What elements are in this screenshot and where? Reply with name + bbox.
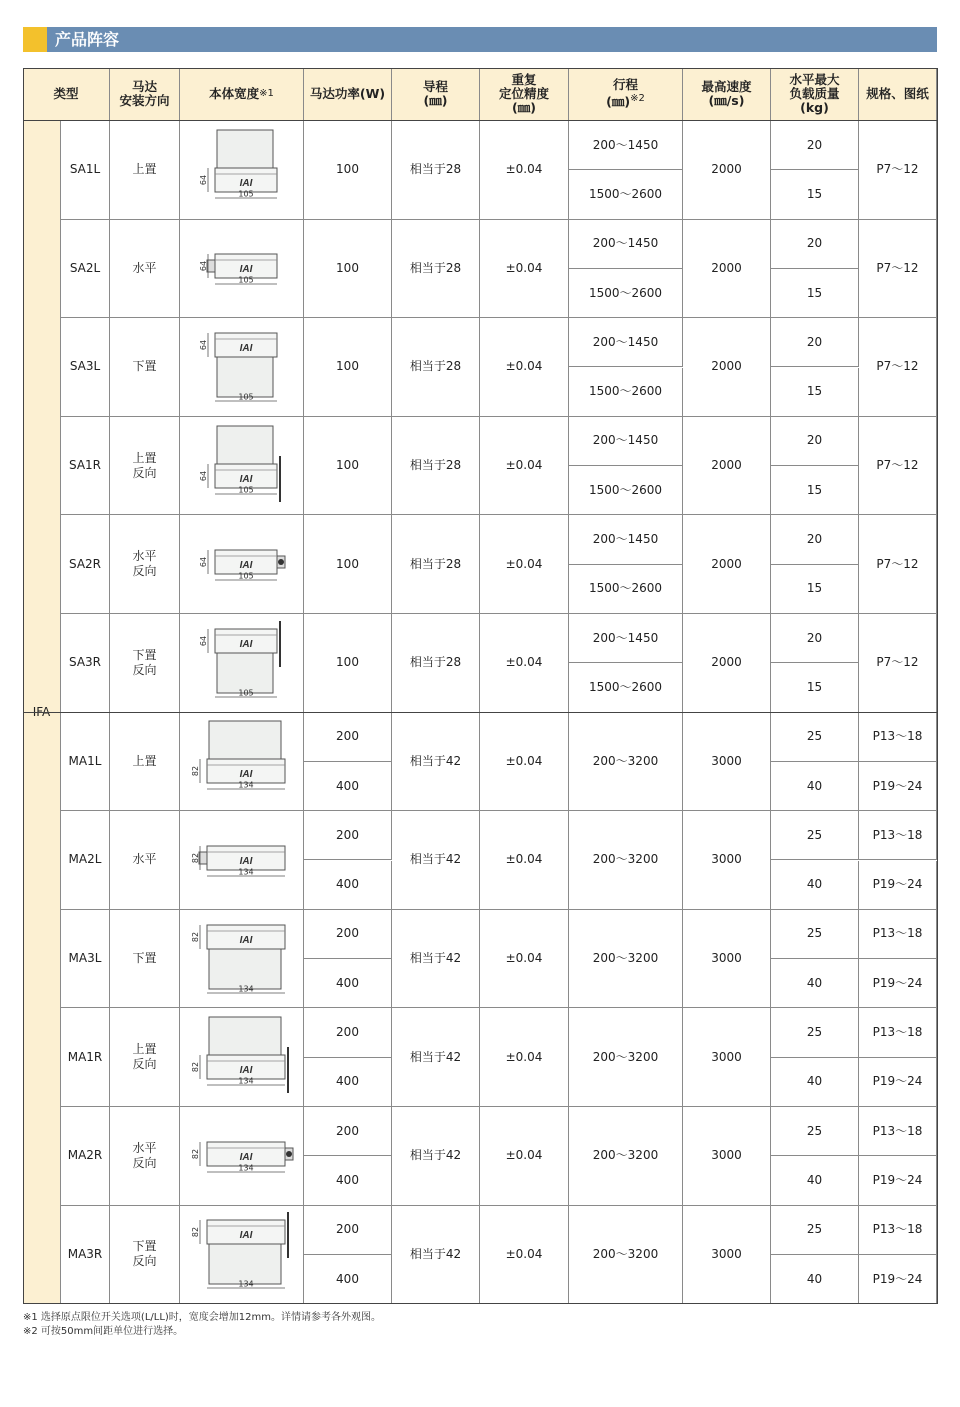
mount-sa3r: 下置 反向: [110, 614, 180, 713]
precision-sa1r: ±0.04: [480, 417, 569, 516]
stroke-sa2l-a: 200～1450: [569, 220, 683, 269]
stroke-sa3l-a: 200～1450: [569, 318, 683, 367]
width-dim-label: 134: [237, 984, 254, 994]
spec-sa3r: P7～12: [859, 614, 937, 713]
spec-ma1r-a: P13～18: [859, 1008, 937, 1057]
power-sa2r: 100: [304, 515, 392, 614]
drawing-ma2r: [180, 1107, 304, 1206]
speed-sa2l: 2000: [683, 220, 771, 319]
lead-sa2r: 相当于28: [392, 515, 480, 614]
actuator-drawing: [182, 913, 302, 1005]
stroke-sa2r-a: 200～1450: [569, 515, 683, 564]
drawing-ma1l: [180, 713, 304, 812]
drawing-sa1l: [180, 121, 304, 220]
mount-sa1r: 上置 反向: [110, 417, 180, 516]
stroke-sa3r-a: 200～1450: [569, 614, 683, 663]
speed-sa1l: 2000: [683, 121, 771, 220]
cable-icon: [278, 559, 284, 565]
footnotes: [23, 1311, 381, 1339]
power-ma3r-a: 200: [304, 1206, 392, 1255]
lead-ma2l: 相当于42: [392, 811, 480, 910]
load-ma2l-a: 25: [771, 811, 859, 860]
spec-sa1l: P7～12: [859, 121, 937, 220]
drawing-sa3r: [180, 614, 304, 713]
stroke-sa1r-a: 200～1450: [569, 417, 683, 466]
model-sa2l: SA2L: [61, 220, 110, 319]
load-sa3l-a: 20: [771, 318, 859, 367]
drawing-ma1r: [180, 1008, 304, 1107]
stroke-sa1r-b: 1500～2600: [569, 466, 683, 515]
model-sa3l: SA3L: [61, 318, 110, 417]
motor-housing: [209, 949, 281, 989]
load-ma1r-b: 40: [771, 1058, 859, 1107]
speed-sa3l: 2000: [683, 318, 771, 417]
height-dim-label: 82: [190, 766, 200, 777]
header-power: 马达功率(W): [304, 68, 392, 121]
model-ma2r: MA2R: [61, 1107, 110, 1206]
header-width-label: 本体宽度: [209, 86, 260, 101]
load-ma3l-b: 40: [771, 959, 859, 1008]
load-sa1r-b: 15: [771, 466, 859, 515]
header-stroke-label: 行程: [612, 77, 638, 93]
load-sa2r-b: 15: [771, 565, 859, 614]
lead-ma3r: 相当于42: [392, 1206, 480, 1305]
load-sa2l-a: 20: [771, 220, 859, 269]
height-dim-label: 82: [190, 1148, 200, 1159]
iai-logo: IAI: [239, 560, 252, 572]
power-ma1l-a: 200: [304, 713, 392, 762]
width-dim-label: 105: [237, 275, 254, 285]
load-sa2l-b: 15: [771, 269, 859, 318]
mount-ma1r: 上置 反向: [110, 1008, 180, 1107]
width-dim-label: 105: [237, 688, 254, 698]
load-sa3l-b: 15: [771, 368, 859, 417]
iai-logo: IAI: [239, 1151, 252, 1163]
iai-logo: IAI: [239, 473, 252, 485]
width-dim-label: 105: [237, 485, 254, 495]
lead-sa3r: 相当于28: [392, 614, 480, 713]
iai-logo: IAI: [239, 769, 252, 781]
mount-sa3l: 下置: [110, 318, 180, 417]
speed-ma2l: 3000: [683, 811, 771, 910]
model-ma2l: MA2L: [61, 811, 110, 910]
iai-logo: IAI: [239, 855, 252, 867]
load-ma3l-a: 25: [771, 910, 859, 959]
spec-ma2r-a: P13～18: [859, 1107, 937, 1156]
height-dim-label: 64: [198, 339, 208, 351]
lead-sa1r: 相当于28: [392, 417, 480, 516]
precision-ma2l: ±0.04: [480, 811, 569, 910]
lead-ma1r: 相当于42: [392, 1008, 480, 1107]
power-ma1r-b: 400: [304, 1058, 392, 1107]
stroke-sa2l-b: 1500～2600: [569, 269, 683, 318]
model-ma3l: MA3L: [61, 910, 110, 1009]
model-ma1r: MA1R: [61, 1008, 110, 1107]
stroke-sa2r-b: 1500～2600: [569, 565, 683, 614]
stroke-ma2r: 200～3200: [569, 1107, 683, 1206]
power-sa1r: 100: [304, 417, 392, 516]
speed-ma3r: 3000: [683, 1206, 771, 1305]
drawing-ma3l: [180, 910, 304, 1009]
header-type: 类型: [23, 68, 110, 121]
actuator-drawing: [182, 124, 302, 216]
spec-ma3l-a: P13～18: [859, 910, 937, 959]
actuator-drawing: [182, 715, 302, 807]
precision-sa3l: ±0.04: [480, 318, 569, 417]
section-banner: [23, 27, 937, 52]
model-sa2r: SA2R: [61, 515, 110, 614]
lead-sa3l: 相当于28: [392, 318, 480, 417]
power-sa2l: 100: [304, 220, 392, 319]
stroke-ma3l: 200～3200: [569, 910, 683, 1009]
spec-ma1l-b: P19～24: [859, 762, 937, 811]
lead-sa2l: 相当于28: [392, 220, 480, 319]
power-ma2r-b: 400: [304, 1156, 392, 1205]
power-sa3r: 100: [304, 614, 392, 713]
spec-ma3l-b: P19～24: [859, 959, 937, 1008]
load-ma2l-b: 40: [771, 861, 859, 910]
load-sa1l-a: 20: [771, 121, 859, 170]
motor-housing: [217, 357, 273, 397]
width-dim-label: 134: [237, 1076, 254, 1086]
actuator-drawing: [182, 518, 302, 610]
mount-sa2l: 水平: [110, 220, 180, 319]
speed-ma1l: 3000: [683, 713, 771, 812]
power-ma1l-b: 400: [304, 762, 392, 811]
model-sa1l: SA1L: [61, 121, 110, 220]
header-stroke-unit: (㎜)$^{※2}$: [606, 93, 645, 110]
model-sa3r: SA3R: [61, 614, 110, 713]
height-dim-label: 64: [198, 174, 208, 185]
load-ma1l-a: 25: [771, 713, 859, 762]
mount-ma2l: 水平: [110, 811, 180, 910]
group-separator: [23, 712, 938, 713]
load-ma3r-a: 25: [771, 1206, 859, 1255]
drawing-sa1r: [180, 417, 304, 516]
drawing-ma2l: [180, 811, 304, 910]
header-spec: 规格、图纸: [859, 68, 937, 121]
spec-sa3l: P7～12: [859, 318, 937, 417]
header-lead: 导程 (㎜): [392, 68, 480, 121]
speed-sa2r: 2000: [683, 515, 771, 614]
iai-logo: IAI: [239, 638, 252, 650]
section-title: 产品阵容: [55, 30, 120, 49]
precision-sa1l: ±0.04: [480, 121, 569, 220]
precision-ma3l: ±0.04: [480, 910, 569, 1009]
precision-sa3r: ±0.04: [480, 614, 569, 713]
drawing-ma3r: [180, 1206, 304, 1305]
load-sa1l-b: 15: [771, 170, 859, 219]
actuator-drawing: [182, 222, 302, 314]
banner-accent: [23, 27, 47, 52]
load-sa3r-b: 15: [771, 663, 859, 712]
width-dim-label: 105: [237, 392, 254, 402]
iai-logo: IAI: [239, 934, 252, 946]
motor-housing: [217, 130, 273, 168]
stroke-ma1r: 200～3200: [569, 1008, 683, 1107]
motor-housing: [217, 653, 273, 693]
speed-ma2r: 3000: [683, 1107, 771, 1206]
load-ma1l-b: 40: [771, 762, 859, 811]
precision-ma2r: ±0.04: [480, 1107, 569, 1206]
iai-logo: IAI: [239, 264, 252, 276]
actuator-drawing: [182, 420, 302, 512]
header-mount: 马达 安装方向: [110, 68, 180, 121]
lead-sa1l: 相当于28: [392, 121, 480, 220]
load-ma1r-a: 25: [771, 1008, 859, 1057]
speed-sa1r: 2000: [683, 417, 771, 516]
actuator-drawing: [182, 814, 302, 906]
mount-ma1l: 上置: [110, 713, 180, 812]
load-sa1r-a: 20: [771, 417, 859, 466]
spec-sa2l: P7～12: [859, 220, 937, 319]
motor-housing: [209, 1017, 281, 1055]
spec-ma1l-a: P13～18: [859, 713, 937, 762]
width-dim-label: 134: [237, 867, 254, 877]
load-sa2r-a: 20: [771, 515, 859, 564]
load-ma2r-b: 40: [771, 1156, 859, 1205]
load-sa3r-a: 20: [771, 614, 859, 663]
stroke-sa3l-b: 1500～2600: [569, 368, 683, 417]
stroke-sa1l-b: 1500～2600: [569, 170, 683, 219]
model-sa1r: SA1R: [61, 417, 110, 516]
width-dim-label: 134: [237, 1279, 254, 1289]
iai-logo: IAI: [239, 342, 252, 354]
power-ma3l-b: 400: [304, 959, 392, 1008]
footnote-1: ※1 选择原点限位开关选项(L/LL)时，宽度会增加12mm。详情请参考各外观图。: [23, 1312, 382, 1323]
power-ma3l-a: 200: [304, 910, 392, 959]
speed-ma3l: 3000: [683, 910, 771, 1009]
header-width: [180, 68, 304, 121]
height-dim-label: 82: [190, 931, 200, 942]
iai-logo: IAI: [239, 1230, 252, 1242]
spec-sa1r: P7～12: [859, 417, 937, 516]
power-ma2r-a: 200: [304, 1107, 392, 1156]
power-ma3r-b: 400: [304, 1255, 392, 1304]
stroke-ma1l: 200～3200: [569, 713, 683, 812]
iai-logo: IAI: [239, 177, 252, 189]
height-dim-label: 64: [198, 635, 208, 646]
actuator-drawing: [182, 1011, 302, 1103]
precision-sa2r: ±0.04: [480, 515, 569, 614]
power-sa3l: 100: [304, 318, 392, 417]
width-dim-label: 134: [237, 780, 254, 790]
mount-ma2r: 水平 反向: [110, 1107, 180, 1206]
spec-ma3r-a: P13～18: [859, 1206, 937, 1255]
precision-ma1r: ±0.04: [480, 1008, 569, 1107]
precision-sa2l: ±0.04: [480, 220, 569, 319]
width-dim-label: 105: [237, 571, 254, 581]
precision-ma3r: ±0.04: [480, 1206, 569, 1305]
height-dim-label: 82: [190, 1227, 200, 1238]
model-ma1l: MA1L: [61, 713, 110, 812]
height-dim-label: 82: [190, 852, 200, 864]
drawing-sa2r: [180, 515, 304, 614]
cable-icon: [286, 1151, 292, 1157]
spec-sa2r: P7～12: [859, 515, 937, 614]
spec-ma3r-b: P19～24: [859, 1255, 937, 1304]
load-ma3r-b: 40: [771, 1255, 859, 1304]
width-dim-label: 134: [237, 1163, 254, 1173]
lead-ma3l: 相当于42: [392, 910, 480, 1009]
power-ma1r-a: 200: [304, 1008, 392, 1057]
height-dim-label: 64: [198, 557, 208, 568]
height-dim-label: 82: [190, 1062, 200, 1073]
width-dim-label: 105: [237, 189, 254, 199]
header-speed: 最高速度 (㎜/s): [683, 68, 771, 121]
lead-ma2r: 相当于42: [392, 1107, 480, 1206]
drawing-sa3l: [180, 318, 304, 417]
power-sa1l: 100: [304, 121, 392, 220]
stroke-sa1l-a: 200～1450: [569, 121, 683, 170]
actuator-drawing: [182, 617, 302, 709]
iai-logo: IAI: [239, 1065, 252, 1077]
height-dim-label: 64: [198, 470, 208, 481]
actuator-drawing: [182, 321, 302, 413]
stroke-ma2l: 200～3200: [569, 811, 683, 910]
mount-sa1l: 上置: [110, 121, 180, 220]
spec-ma1r-b: P19～24: [859, 1058, 937, 1107]
header-precision: 重复 定位精度 (㎜): [480, 68, 569, 121]
actuator-drawing: [182, 1208, 302, 1300]
footnote-2: ※2 可按50mm间距单位进行选择。: [23, 1326, 184, 1337]
header-width-note: ※1: [259, 88, 274, 99]
power-ma2l-a: 200: [304, 811, 392, 860]
speed-sa3r: 2000: [683, 614, 771, 713]
speed-ma1r: 3000: [683, 1008, 771, 1107]
motor-housing: [209, 721, 281, 759]
height-dim-label: 64: [198, 261, 208, 272]
lead-ma1l: 相当于42: [392, 713, 480, 812]
stroke-sa3r-b: 1500～2600: [569, 663, 683, 712]
power-ma2l-b: 400: [304, 861, 392, 910]
header-separator: [23, 120, 938, 121]
spec-ma2l-a: P13～18: [859, 811, 937, 860]
load-ma2r-a: 25: [771, 1107, 859, 1156]
series-ifa: IFA: [23, 121, 61, 1304]
mount-ma3l: 下置: [110, 910, 180, 1009]
mount-ma3r: 下置 反向: [110, 1206, 180, 1305]
mount-sa2r: 水平 反向: [110, 515, 180, 614]
header-load: 水平最大 负载质量 (kg): [771, 68, 859, 121]
spec-ma2l-b: P19～24: [859, 861, 937, 910]
precision-ma1l: ±0.04: [480, 713, 569, 812]
stroke-ma3r: 200～3200: [569, 1206, 683, 1305]
motor-housing: [217, 426, 273, 464]
model-ma3r: MA3R: [61, 1206, 110, 1305]
motor-housing: [209, 1244, 281, 1284]
header-stroke: [569, 68, 683, 121]
actuator-drawing: [182, 1110, 302, 1202]
drawing-sa2l: [180, 220, 304, 319]
spec-ma2r-b: P19～24: [859, 1156, 937, 1205]
